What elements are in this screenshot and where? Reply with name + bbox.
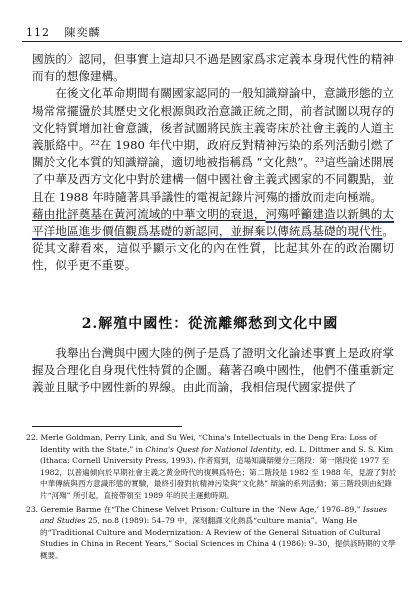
footnote-number: 23. — [26, 504, 39, 514]
header-rule — [22, 41, 402, 42]
page-number: 112 — [26, 26, 50, 39]
underlined-phrase-1: 藉由批評奠基在黃河流域的中華文明的衰退， — [32, 206, 266, 221]
footnotes — [26, 432, 398, 564]
running-header — [26, 24, 111, 40]
footnote-22 — [26, 432, 398, 502]
main-text — [32, 51, 394, 275]
footnote-rule — [32, 426, 182, 427]
paragraph-heshang — [32, 206, 394, 275]
footnote-text: 25, no.8 (1989): 54–79 中，深刻翻譯文化熱爲“culture mania”。Wang He 的“Traditional Culture and Modernization: A Review of the General Situation of Cultural Studies in China in Recent Years,” Social Sciences in China 4 (1986): 9–30，提供該時期的文學概要。 — [40, 516, 396, 560]
paragraph-continued: 國族的〉認同，但事實上這却只不過是國家爲求定義本身現代性的精神而有的想像建構。 — [32, 52, 394, 84]
paragraph-tail: 。從其文辭看來，這似乎顯示文化的內在性質，比起其外在的政治關切性，似乎更不重要。 — [32, 224, 394, 273]
footnote-text: , ed. L. Dittmer and S. S. Kim (Ithaca: Cornell University Press, 1993). 作者寫到，這場知識辯變分三階段：第一階段從 1977 至 1982，以普遍傾向於早期社會主義之黄金時代的復興爲特色；第二階段是 1982 至 1988 年，見證了對於中華傳統與西方意識形態的實驗，最終引發對抗精神污染與“文化熱” 辯論的系列活動；第三階段則由紀錄片“河殤” 所引起，直接帶領至 1989 年的民主運動時期。 — [40, 444, 397, 500]
footnote-citation: Merle Goldman, Perry Link, and Su Wei, “China's Intellectuals in the Deng Era: Loss of Identity with the State,” in — [40, 433, 377, 454]
author-name: 陳奕麟 — [64, 26, 101, 39]
section-heading: 2.解殖中國性：從流離鄉愁到文化中國 — [81, 316, 339, 332]
footnote-23 — [26, 504, 398, 562]
footnote-number: 22. — [26, 433, 39, 442]
section-text — [32, 345, 394, 397]
footnote-journal-title: Issues and Studies — [40, 504, 387, 526]
paragraph-debate: 在後文化革命期間有關國家認同的一般知識辯論中，意識形態的立場常常擺盪於其歷史文化根源與政治意識正統之間，前者試圖以現存的文化特質增加社會意識，後者試圖將民族主義寄床於社會主義的人道主義脈絡中。²²在 1980 年代中期，政府反對精神污染的系列活動引燃了關於文化本質的知識辯論，適切地被指稱爲 “文化熱”。²³這些論述開展了中華及西方文化中對於建構一個中國社會主義式國家的不同觀點，並且在 1988 年時隨著具爭議性的電視記錄片河殤的播放而走向極端。 — [32, 86, 394, 204]
highlighted-phrase-3: 並摒棄以傳統爲基礎的現代性 — [230, 224, 383, 239]
footnote-book-title: China's Quest for National Identity — [145, 444, 281, 454]
footnote-citation: Geremie Barme 在“The Chinese Velvet Prison: Culture in the ‘New Age,’ 1976–89,” — [40, 504, 363, 514]
highlighted-phrase-2: 河殤呼籲建造以新興的太平洋地區進步價值觀爲基礎的新認同， — [32, 206, 394, 239]
section-paragraph: 我舉出台灣與中國大陸的例子是爲了證明文化論述事實上是政府掌握及合理化自身現代性特質的企圖。藉著召喚中國性，他們不僅重新定義並且賦予中國性新的界線。由此而論，我相信現代國家提供了 — [32, 346, 394, 395]
